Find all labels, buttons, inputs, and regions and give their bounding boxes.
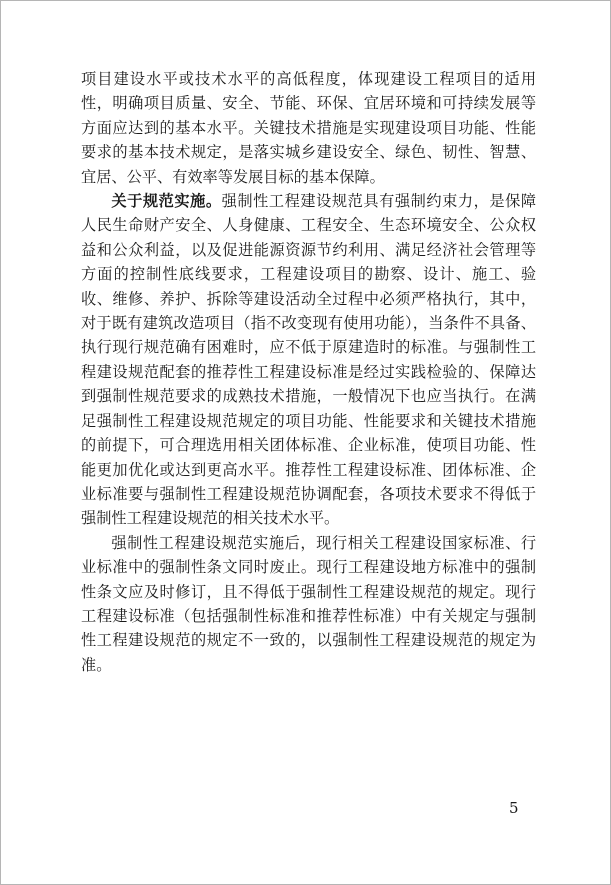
page-number: 5 xyxy=(509,799,519,817)
paragraph-continuation: 项目建设水平或技术水平的高低程度，体现建设工程项目的适用性，明确项目质量、安全、节能、环保、宜居环境和可持续发展等方面应达到的基本水平。关键技术措施是实现建设项目功能、性能要求的基本技术规定，是落实城乡建设安全、绿色、韧性、智慧、宜居、公平、有效率等发展目标的基本保障。 xyxy=(81,70,536,186)
section-heading: 关于规范实施。 xyxy=(111,192,222,211)
section-body: 强制性工程建设规范具有强制约束力，是保障人民生命财产安全、人身健康、工程安全、生态环境安全、公众权益和公众利益，以及促进能源资源节约利用、满足经济社会管理等方面的控制性底线要求，工程建设项目的勘察、设计、施工、验收、维修、养护、拆除等建设活动全过程中必须严格执行，其中，对于既有建筑改造项目（指不改变现有使用功能），当条件不具备、执行现行规范确有困难时，应不低于原建造时的标准。与强制性工程建设规范配套的推荐性工程建设标准是经过实践检验的、保障达到强制性规范要求的成熟技术措施，一般情况下也应当执行。在满足强制性工程建设规范规定的项目功能、性能要求和关键技术措施的前提下，可合理选用相关团体标准、企业标准，使项目功能、性能更加优化或达到更高水平。推荐性工程建设标准、团体标准、企业标准要与强制性工程建设规范协调配套，各项技术要求不得低于强制性工程建设规范的相关技术水平。 xyxy=(81,192,537,528)
paragraph-regulation-implementation xyxy=(81,189,536,531)
paragraph-final: 强制性工程建设规范实施后，现行相关工程建设国家标准、行业标准中的强制性条文同时废止。现行工程建设地方标准中的强制性条文应及时修订，且不得低于强制性工程建设规范的规定。现行工程建设标准（包括强制性标准和推荐性标准）中有关规定与强制性工程建设规范的规定不一致的，以强制性工程建设规范的规定为准。 xyxy=(81,533,536,674)
page-content xyxy=(81,67,536,677)
